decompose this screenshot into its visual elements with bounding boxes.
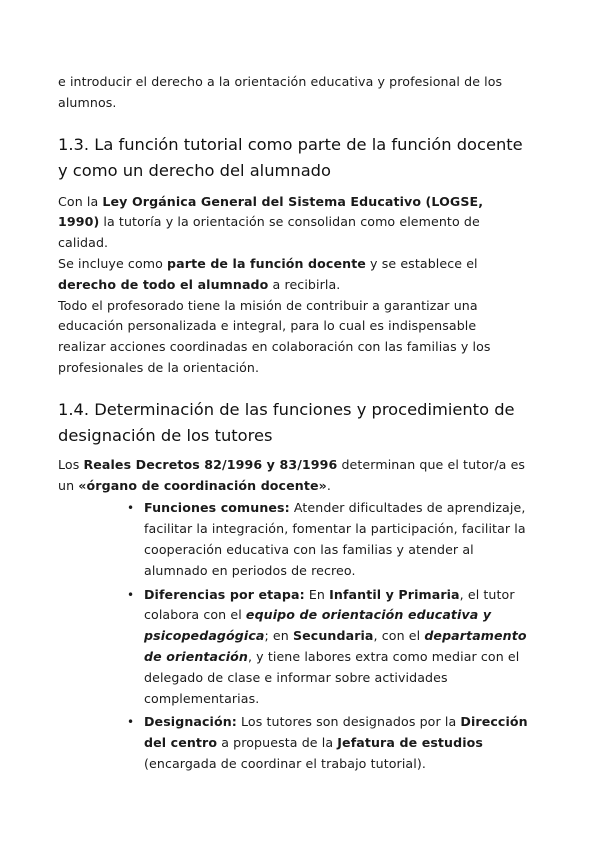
list-item-designation: • Designación: Los tutores son designados por la Dirección del centro a propuesta de la Jefatura de estudios (encargada de coordinar el trabajo tutorial). — [127, 714, 528, 771]
teaching-function-emphasis: parte de la función docente — [167, 255, 366, 271]
decrees-emphasis: Reales Decretos 82/1996 y 83/1996 — [83, 456, 338, 472]
bullet-icon: • — [127, 715, 135, 730]
logse-emphasis: Ley Orgánica General del Sistema Educativo (LOGSE, 1990) — [58, 193, 484, 230]
section-1-3-heading: 1.3. La función tutorial como parte de la función docente y como un derecho del alumnado — [58, 134, 523, 180]
section-1-4-heading: 1.4. Determinación de las funciones y procedimiento de designación de los tutores — [58, 399, 515, 445]
bullet-icon: • — [127, 587, 135, 602]
section-1-4-paragraph-1: Los Reales Decretos 82/1996 y 83/1996 determinan que el tutor/a es un «órgano de coordinación docente». — [58, 456, 526, 493]
section-1-3-paragraph-2: Se incluye como parte de la función docente y se establece el derecho de todo el alumnado a recibirla. — [58, 255, 478, 292]
intro-paragraph: e introducir el derecho a la orientación educativa y profesional de los alumnos. — [58, 74, 503, 110]
student-right-emphasis: derecho de todo el alumnado — [58, 276, 269, 292]
section-1-3-body — [58, 192, 528, 379]
list-item-stage-differences: • Diferencias por etapa: En Infantil y Primaria, el tutor colabora con el equipo de orientación educativa y psicopedagógica; en Secundaria, con el departamento de orientación, y tiene labores extra como mediar con el delegado de clase e informar sobre actividades complementarias. — [127, 586, 527, 706]
section-1-3-paragraph-1: Con la Ley Orgánica General del Sistema Educativo (LOGSE, 1990) la tutoría y la orientación se consolidan como elemento de calidad. — [58, 193, 484, 251]
section-1-3-paragraph-3: Todo el profesorado tiene la misión de contribuir a garantizar una educación personalizada e integral, para lo cual es indispensable realizar acciones coordinadas en colaboración con las familias y los profesionales de la orientación. — [58, 297, 491, 375]
bullet-icon: • — [127, 501, 135, 516]
coordination-organ-emphasis: «órgano de coordinación docente» — [78, 477, 327, 493]
list-item-common-functions: • Funciones comunes: Atender dificultades de aprendizaje, facilitar la integración, fomentar la participación, facilitar la cooperación educativa con las familias y atender al alumnado en periodos de recreo. — [127, 500, 526, 578]
document-page — [58, 72, 528, 778]
functions-list — [58, 498, 528, 774]
